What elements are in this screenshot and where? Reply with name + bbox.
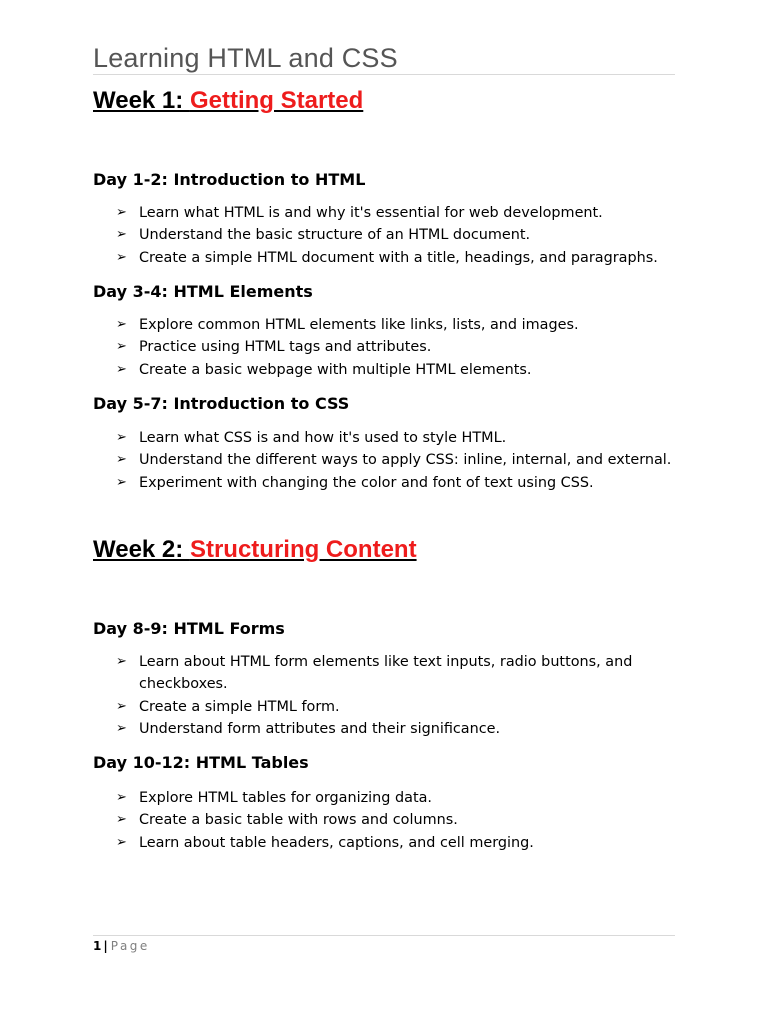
bullet-list	[116, 651, 676, 741]
week-2-heading	[93, 535, 417, 565]
list-item: ➢ Learn what HTML is and why it's essential for web development.	[116, 202, 676, 224]
list-item: ➢ Understand form attributes and their significance.	[116, 718, 676, 740]
list-item: ➢ Learn about HTML form elements like text inputs, radio buttons, and checkboxes.	[116, 651, 676, 696]
arrow-bullet-icon: ➢	[116, 474, 127, 490]
arrow-bullet-icon: ➢	[116, 205, 127, 220]
arrow-bullet-icon: ➢	[116, 698, 127, 714]
week-2-title: Structuring Content	[189, 536, 417, 563]
arrow-bullet-icon: ➢	[116, 249, 127, 265]
day-heading: Day 1-2: Introduction to HTML	[93, 170, 366, 189]
footer-divider	[93, 935, 675, 936]
day-heading: Day 5-7: Introduction to CSS	[93, 394, 350, 413]
week-1-heading	[93, 86, 363, 116]
list-item: ➢ Explore HTML tables for organizing data.	[116, 787, 676, 809]
bullet-list	[116, 314, 676, 381]
list-item: ➢ Learn what CSS is and how it's used to style HTML.	[116, 427, 676, 449]
arrow-bullet-icon: ➢	[116, 834, 127, 850]
bullet-list	[116, 787, 676, 854]
document-title: Learning HTML and CSS	[93, 43, 398, 73]
day-heading: Day 10-12: HTML Tables	[93, 753, 309, 772]
arrow-bullet-icon: ➢	[116, 721, 127, 737]
week-2-prefix: Week 2:	[93, 536, 190, 563]
arrow-bullet-icon: ➢	[116, 317, 127, 332]
list-item: ➢ Experiment with changing the color and font of text using CSS.	[116, 472, 676, 494]
arrow-bullet-icon: ➢	[116, 452, 127, 468]
list-item: ➢ Explore common HTML elements like links, lists, and images.	[116, 314, 676, 336]
page-footer	[93, 937, 150, 955]
list-item: ➢ Understand the different ways to apply CSS: inline, internal, and external.	[116, 449, 676, 471]
list-item: ➢ Create a basic webpage with multiple HTML elements.	[116, 359, 676, 381]
day-heading: Day 3-4: HTML Elements	[93, 282, 313, 301]
arrow-bullet-icon: ➢	[116, 361, 127, 377]
arrow-bullet-icon: ➢	[116, 812, 127, 828]
arrow-bullet-icon: ➢	[116, 654, 127, 669]
bullet-list	[116, 427, 676, 494]
page-label: Page	[110, 939, 150, 953]
list-item: ➢ Practice using HTML tags and attributes.	[116, 336, 676, 358]
arrow-bullet-icon: ➢	[116, 430, 127, 445]
list-item: ➢ Learn about table headers, captions, and cell merging.	[116, 832, 676, 854]
arrow-bullet-icon: ➢	[116, 227, 127, 243]
page-number: 1	[93, 939, 102, 953]
list-item: ➢ Understand the basic structure of an HTML document.	[116, 224, 676, 246]
bullet-list	[116, 202, 676, 269]
day-heading: Day 8-9: HTML Forms	[93, 619, 285, 638]
arrow-bullet-icon: ➢	[116, 339, 127, 355]
week-1-prefix: Week 1:	[93, 87, 190, 114]
title-divider	[93, 74, 675, 75]
list-item: ➢ Create a simple HTML form.	[116, 696, 676, 718]
footer-separator: |	[103, 939, 108, 953]
list-item: ➢ Create a simple HTML document with a title, headings, and paragraphs.	[116, 247, 676, 269]
arrow-bullet-icon: ➢	[116, 790, 127, 805]
week-1-title: Getting Started	[189, 87, 364, 114]
list-item: ➢ Create a basic table with rows and columns.	[116, 809, 676, 831]
